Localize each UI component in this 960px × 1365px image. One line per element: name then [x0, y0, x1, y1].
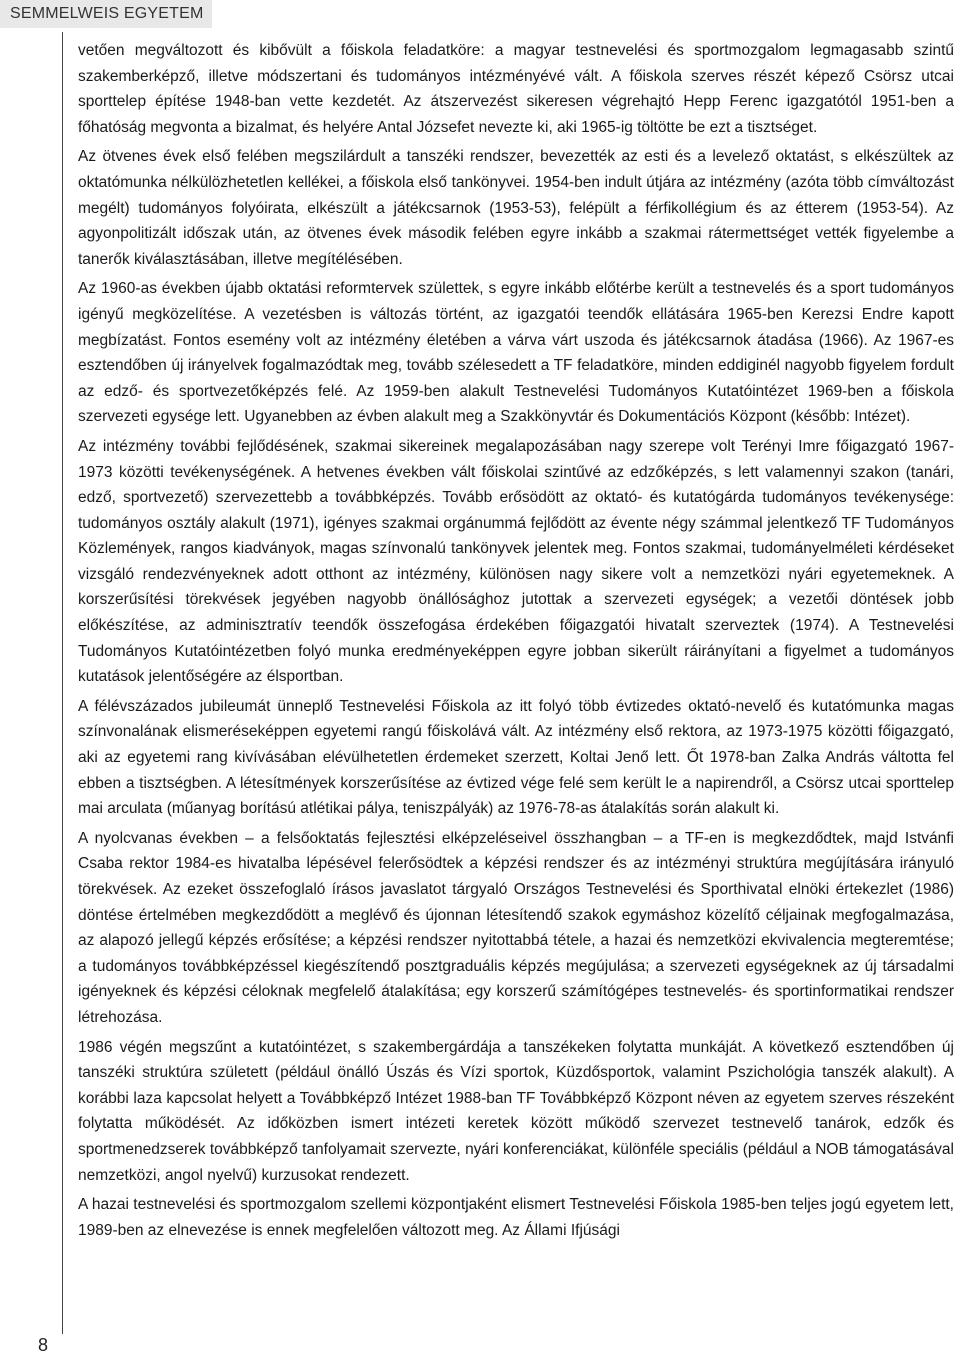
paragraph: 1986 végén megszűnt a kutatóintézet, s szakembergárdája a tanszékeken folytatta munkáját. A következő esztendőben új tanszéki struktúra született (például önálló Úszás és Vízi sportok, Küzdősportok, valamint Pszichológia tanszék alakult). A korábbi laza kapcsolat helyett a Továbbképző Intézet 1988-ban TF Továbbképző Központ néven az egyetem szerves részeként folytatta működését. Az időközben ismert intézeti keretek között működő szervezet testnevelő tanárok, edzők és sportmenedzserek továbbképző tanfolyamait szervezte, nyári konferenciákat, különféle speciális (például a NOB támogatásával nemzetközi, angol nyelvű) kurzusokat rendezett. [78, 1038, 954, 1184]
paragraph: A hazai testnevelési és sportmozgalom szellemi központjaként elismert Testnevelési Főiskola 1985-ben teljes jogú egyetem lett, 1989-ben az elnevezése is ennek megfelelően változott meg. Az Állami Ifjúsági [78, 1196, 954, 1239]
paragraph: A félévszázados jubileumát ünneplő Testnevelési Főiskola az itt folyó több évtizedes oktató-nevelő és kutatómunka magas színvonalának elismeréseképpen egyetemi rangú főiskolává vált. Az intézmény első rektora, az 1973-1975 közötti főigazgató, aki az egyetemi rang kivívásában elévülhetetlen érdemeket szerzett, Koltai Jenő lett. Őt 1978-ban Zalka András váltotta fel ebben a tisztségben. A létesítmények korszerűsítése az évtized vége felé sem került le a napirendről, a Csörsz utcai sporttelep mai arculata (műanyag borítású atlétikai pálya, teniszpályák) az 1976-78-as átalakítás során alakult ki. [78, 697, 954, 818]
page-number: 8 [38, 1335, 49, 1355]
margin-rule [62, 32, 63, 1334]
paragraph: vetően megváltozott és kibővült a főiskola feladatköre: a magyar testnevelési és sportmozgalom legmagasabb szintű szakemberképző, illetve módszertani és tudományos intézményévé vált. A főiskola szerves részét képező Csörsz utcai sporttelep építése 1948-ban vette kezdetét. Az átszervezést sikeresen végrehajtó Hepp Ferenc igazgatótól 1951-ben a főhatóság megvonta a bizalmat, és helyére Antal Józsefet nevezte ki, aki 1965-ig töltötte be ezt a tisztséget. [78, 42, 954, 136]
paragraph: Az ötvenes évek első felében megszilárdult a tanszéki rendszer, bevezették az esti és a levelező oktatást, s elkészültek az oktatómunka nélkülözhetetlen kellékei, a főiskola első tankönyvei. 1954-ben indult útjára az intézmény (azóta több címváltozást megélt) tudományos folyóirata, elkészült a játékcsarnok (1953-53), felépült a férfikollégium és az étterem (1953-54). Az agyonpolitizált időszak után, az ötvenes évek második felében egyre inkább a szakmai rátermettséget vették figyelembe a tanerők kiválasztásában, illetve megítélésében. [78, 148, 954, 268]
article-body [78, 38, 954, 1247]
paragraph: Az 1960-as években újabb oktatási reformtervek születtek, s egyre inkább előtérbe került a testnevelés és a sport tudományos igényű megközelítése. A vezetésben is változás történt, az igazgatói teendők ellátására 1965-ben Kerezsi Endre kapott megbízatást. Fontos esemény volt az intézmény életében a várva várt uszoda és játékcsarnok átadása (1966). Az 1967-es esztendőben új irányelvek fogalmazódtak meg, tovább szélesedett a TF feladatköre, minden eddiginél nagyobb figyelem fordult az edző- és sportvezetőképzés felé. Az 1959-ben alakult Testnevelési Tudományos Kutatóintézet 1969-ben a főiskola szervezeti egysége lett. Ugyanebben az évben alakult meg a Szakkönyvtár és Dokumentációs Központ (később: Intézet). [78, 280, 954, 426]
header-title: SEMMELWEIS EGYETEM [10, 5, 204, 22]
paragraph: A nyolcvanas években – a felsőoktatás fejlesztési elképzeléseivel összhangban – a TF-en is megkezdődtek, majd Istvánfi Csaba rektor 1984-es hivatalba lépésével felerősödtek a képzési rendszer és az intézményi struktúra megújítására irányuló törekvések. Az ezeket összefoglaló írásos javaslatot tárgyaló Országos Testnevelési és Sporthivatal elnöki értekezlet (1986) döntése értelmében megkezdődött a meglévő és újonnan létesítendő szakok egymáshoz közelítő céljainak megfogalmazása, az alapozó jellegű képzés erősítése; a képzési rendszer nyitottabbá tétele, a hazai és nemzetközi ekvivalencia megteremtése; a tudományos továbbképzéssel kiegészítendő posztgraduális képzés megújulása; a szervezeti egységeknek az új társadalmi igényeknek és képzési céloknak megfelelő átalakítása; egy korszerű számítógépes testnevelés- és sportinformatikai rendszer létrehozása. [78, 829, 954, 1026]
running-header [0, 0, 212, 28]
paragraph: Az intézmény további fejlődésének, szakmai sikereinek megalapozásában nagy szerepe volt Terényi Imre főigazgató 1967-1973 közötti tevékenységének. A hetvenes években vált főiskolai szintűvé az edzőképzés, s lett valamennyi szakon (tanári, edző, sportvezető) szervezettebb a továbbképzés. Tovább erősödött az oktató- és kutatógárda tudományos tevékenysége: tudományos osztály alakult (1971), igényes szakmai orgánummá fejlődött az évente négy számmal jelentkező TF Tudományos Közlemények, rangos kiadványok, magas színvonalú tankönyvek jelentek meg. Fontos szakmai, tudományelméleti kérdéseket vizsgáló rendezvényeknek adott otthont az intézmény, különösen nagy sikere volt a nemzetközi nyári egyetemeknek. A korszerűsítési törekvések jegyében nagyobb önállósághoz jutottak a szervezeti egységek; a vezetői döntések jobb előkészítése, az adminisztratív teendők összefogása érdekében főigazgatói hivatalt szerveztek (1974). A Testnevelési Tudományos Kutatóintézetben folyó munka eredményeképpen egyre jobban sikerült ráirányítani a figyelmet a tudományos kutatások jelentőségére az élsportban. [78, 437, 954, 686]
